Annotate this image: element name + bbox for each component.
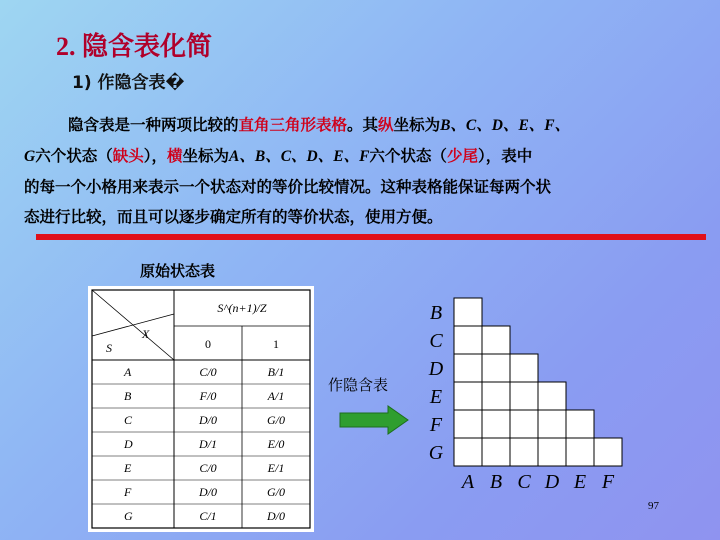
state-cell: B: [124, 389, 132, 403]
implication-cell: [482, 326, 510, 354]
next-state-cell-0: D/1: [199, 437, 217, 451]
implication-row-label: C: [429, 330, 443, 352]
section-subtitle: 1) 作隐含表�: [72, 73, 185, 93]
description-paragraph: [24, 110, 704, 232]
next-state-cell-0: F/0: [199, 389, 217, 403]
implication-col-label: A: [461, 471, 475, 493]
next-state-cell-1: E/0: [267, 437, 285, 451]
input-col-0: 0: [205, 337, 211, 351]
para-text: 坐标为: [393, 116, 441, 134]
state-cell: E: [124, 461, 132, 475]
para-text: 六个状态（: [35, 147, 113, 165]
red-divider: [36, 234, 706, 240]
implication-cell: [454, 298, 482, 326]
implication-cell: [566, 438, 594, 466]
implication-cell: [454, 354, 482, 382]
implication-row-label: F: [429, 414, 443, 436]
implication-cell: [510, 354, 538, 382]
corner-s-label: S: [106, 341, 112, 355]
implication-cell: [594, 438, 622, 466]
para-line-4: 态进行比较，而且可以逐步确定所有的等价状态，使用方便。: [24, 208, 443, 226]
implication-cell: [510, 438, 538, 466]
state-cell: G: [124, 509, 133, 523]
next-state-cell-1: A/1: [267, 389, 285, 403]
next-state-cell-1: B/1: [267, 365, 285, 379]
state-cell: C: [124, 413, 133, 427]
implication-cell: [454, 438, 482, 466]
original-table-label: 原始状态表: [140, 262, 216, 280]
implication-cell: [510, 410, 538, 438]
next-state-cell-1: E/1: [267, 461, 285, 475]
para-highlight: 纵: [378, 116, 394, 134]
corner-x-label: X: [142, 327, 150, 341]
para-line-2: [24, 141, 704, 172]
implication-col-label: F: [601, 471, 615, 493]
para-text: ），表中: [477, 147, 533, 165]
implication-row-label: G: [428, 442, 444, 464]
implication-row-label: D: [428, 358, 444, 380]
para-vars: A、B、C、D、E、F: [229, 148, 370, 165]
implication-cell: [482, 410, 510, 438]
implication-cell: [482, 354, 510, 382]
next-state-cell-1: G/0: [267, 485, 285, 499]
para-vars: G: [24, 148, 36, 165]
para-text: ），: [143, 147, 167, 165]
para-highlight: 少尾: [446, 147, 478, 165]
implication-table: [416, 290, 656, 530]
para-text: 。其: [347, 116, 379, 134]
implication-cell: [538, 382, 566, 410]
next-state-cell-0: D/0: [199, 413, 217, 427]
implication-cell: [454, 382, 482, 410]
para-highlight: 横: [167, 147, 183, 165]
implication-cell: [510, 382, 538, 410]
para-text: 隐含表是一种两项比较的: [68, 116, 239, 134]
para-text: 坐标为: [182, 147, 230, 165]
input-col-1: 1: [273, 337, 279, 351]
implication-col-label: C: [517, 471, 531, 493]
para-highlight: 缺头: [112, 147, 144, 165]
state-table-svg: [88, 286, 314, 532]
implication-col-label: D: [544, 471, 560, 493]
implication-row-label: B: [429, 302, 443, 324]
para-line-1: [24, 110, 704, 141]
page-number: 97: [648, 500, 659, 512]
arrow-label: 作隐含表: [328, 376, 389, 394]
implication-cell: [566, 410, 594, 438]
state-cell: A: [124, 365, 132, 379]
next-state-header: S^(n+1)/Z: [217, 301, 267, 315]
next-state-cell-0: C/0: [199, 365, 217, 379]
right-arrow-icon: [338, 404, 410, 436]
para-vars: B、C、D、E、F、: [440, 117, 571, 134]
implication-cell: [482, 438, 510, 466]
state-cell: F: [124, 485, 132, 499]
implication-row-label: E: [429, 386, 443, 408]
implication-cell: [454, 410, 482, 438]
next-state-cell-0: C/1: [199, 509, 217, 523]
implication-cell: [482, 382, 510, 410]
para-text: 六个状态（: [369, 147, 447, 165]
implication-cell: [454, 326, 482, 354]
next-state-cell-1: D/0: [267, 509, 285, 523]
next-state-cell-0: D/0: [199, 485, 217, 499]
para-highlight: 直角三角形表格: [238, 116, 348, 134]
implication-cell: [538, 438, 566, 466]
next-state-cell-1: G/0: [267, 413, 285, 427]
para-line-3: 的每一个小格用来表示一个状态对的等价比较情况。这种表格能保证每两个状: [24, 178, 552, 196]
page-title: 2. 隐含表化简: [56, 32, 213, 61]
next-state-cell-0: C/0: [199, 461, 217, 475]
implication-cell: [538, 410, 566, 438]
implication-col-label: B: [489, 471, 503, 493]
state-cell: D: [124, 437, 133, 451]
original-state-table: [88, 286, 314, 532]
implication-col-label: E: [573, 471, 587, 493]
